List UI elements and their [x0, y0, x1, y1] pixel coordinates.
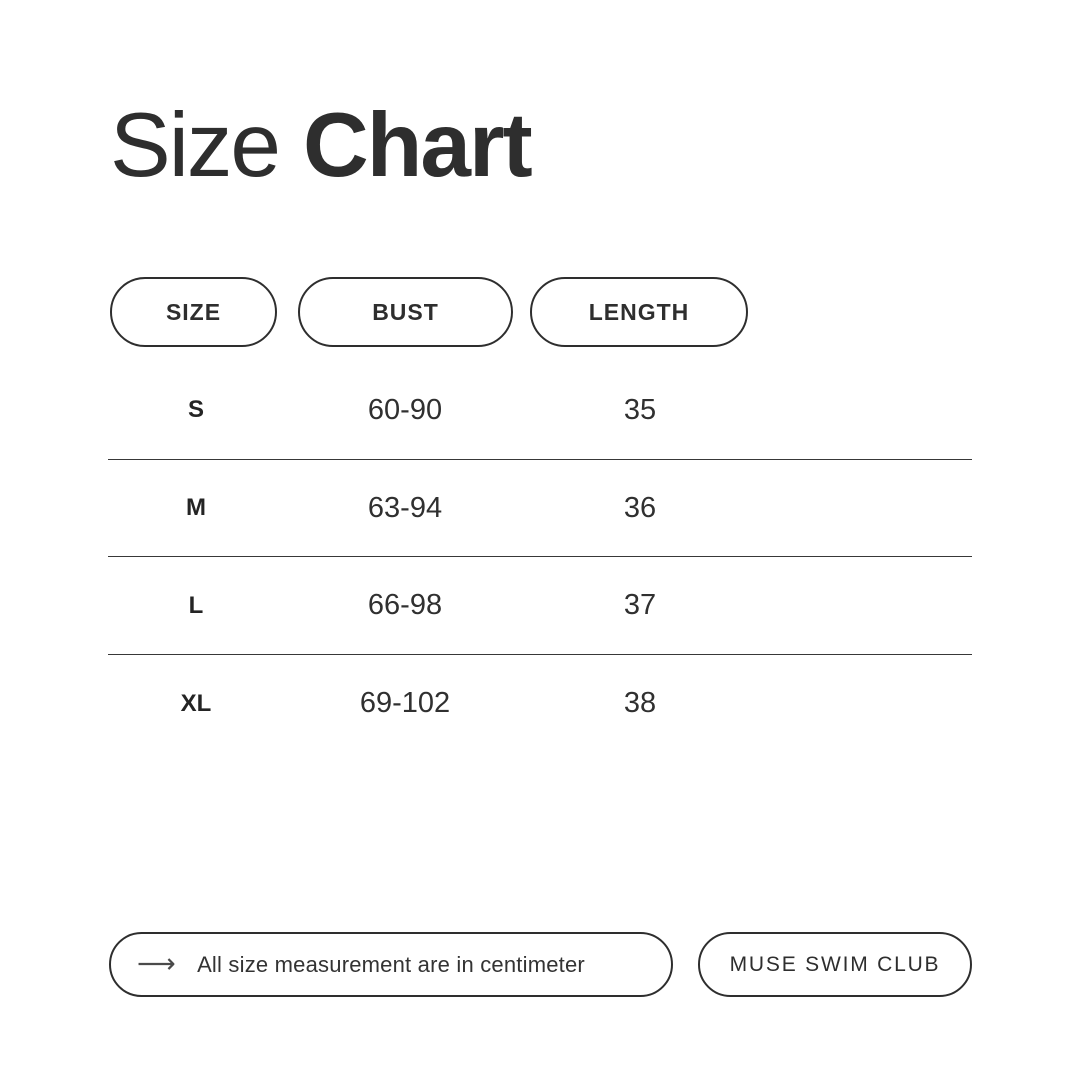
measurement-note-text: All size measurement are in centimeter [197, 951, 585, 977]
bust-value: 69-102 [359, 687, 451, 720]
length-value: 37 [623, 589, 657, 622]
column-header-size-label: SIZE [165, 298, 222, 325]
size-value: S [187, 396, 204, 424]
length-value: 38 [623, 687, 657, 720]
bust-value: 60-90 [367, 393, 443, 426]
page-title-bold: Chart [303, 95, 531, 196]
measurement-note-pill [109, 932, 673, 997]
size-table [108, 362, 972, 753]
page-title-regular: Size [110, 95, 280, 196]
size-value: M [186, 494, 206, 522]
table-row-l [108, 557, 972, 655]
long-right-arrow-icon: ⟶ [137, 948, 176, 980]
column-header-bust-label: BUST [372, 298, 439, 325]
table-row-xl [108, 655, 972, 753]
table-row-m [108, 460, 972, 558]
brand-label: MUSE SWIM CLUB [729, 952, 941, 976]
bust-value: 66-98 [367, 589, 443, 622]
size-value: L [188, 591, 204, 619]
length-value: 35 [623, 393, 657, 426]
column-header-bust [298, 277, 513, 347]
column-header-length-label: LENGTH [588, 298, 690, 325]
length-value: 36 [623, 491, 657, 524]
table-row-s [108, 362, 972, 460]
page-title [110, 95, 531, 196]
brand-pill [698, 932, 972, 997]
bust-value: 63-94 [367, 491, 443, 524]
column-header-length [530, 277, 748, 347]
column-header-size [110, 277, 277, 347]
size-value: XL [180, 689, 212, 717]
